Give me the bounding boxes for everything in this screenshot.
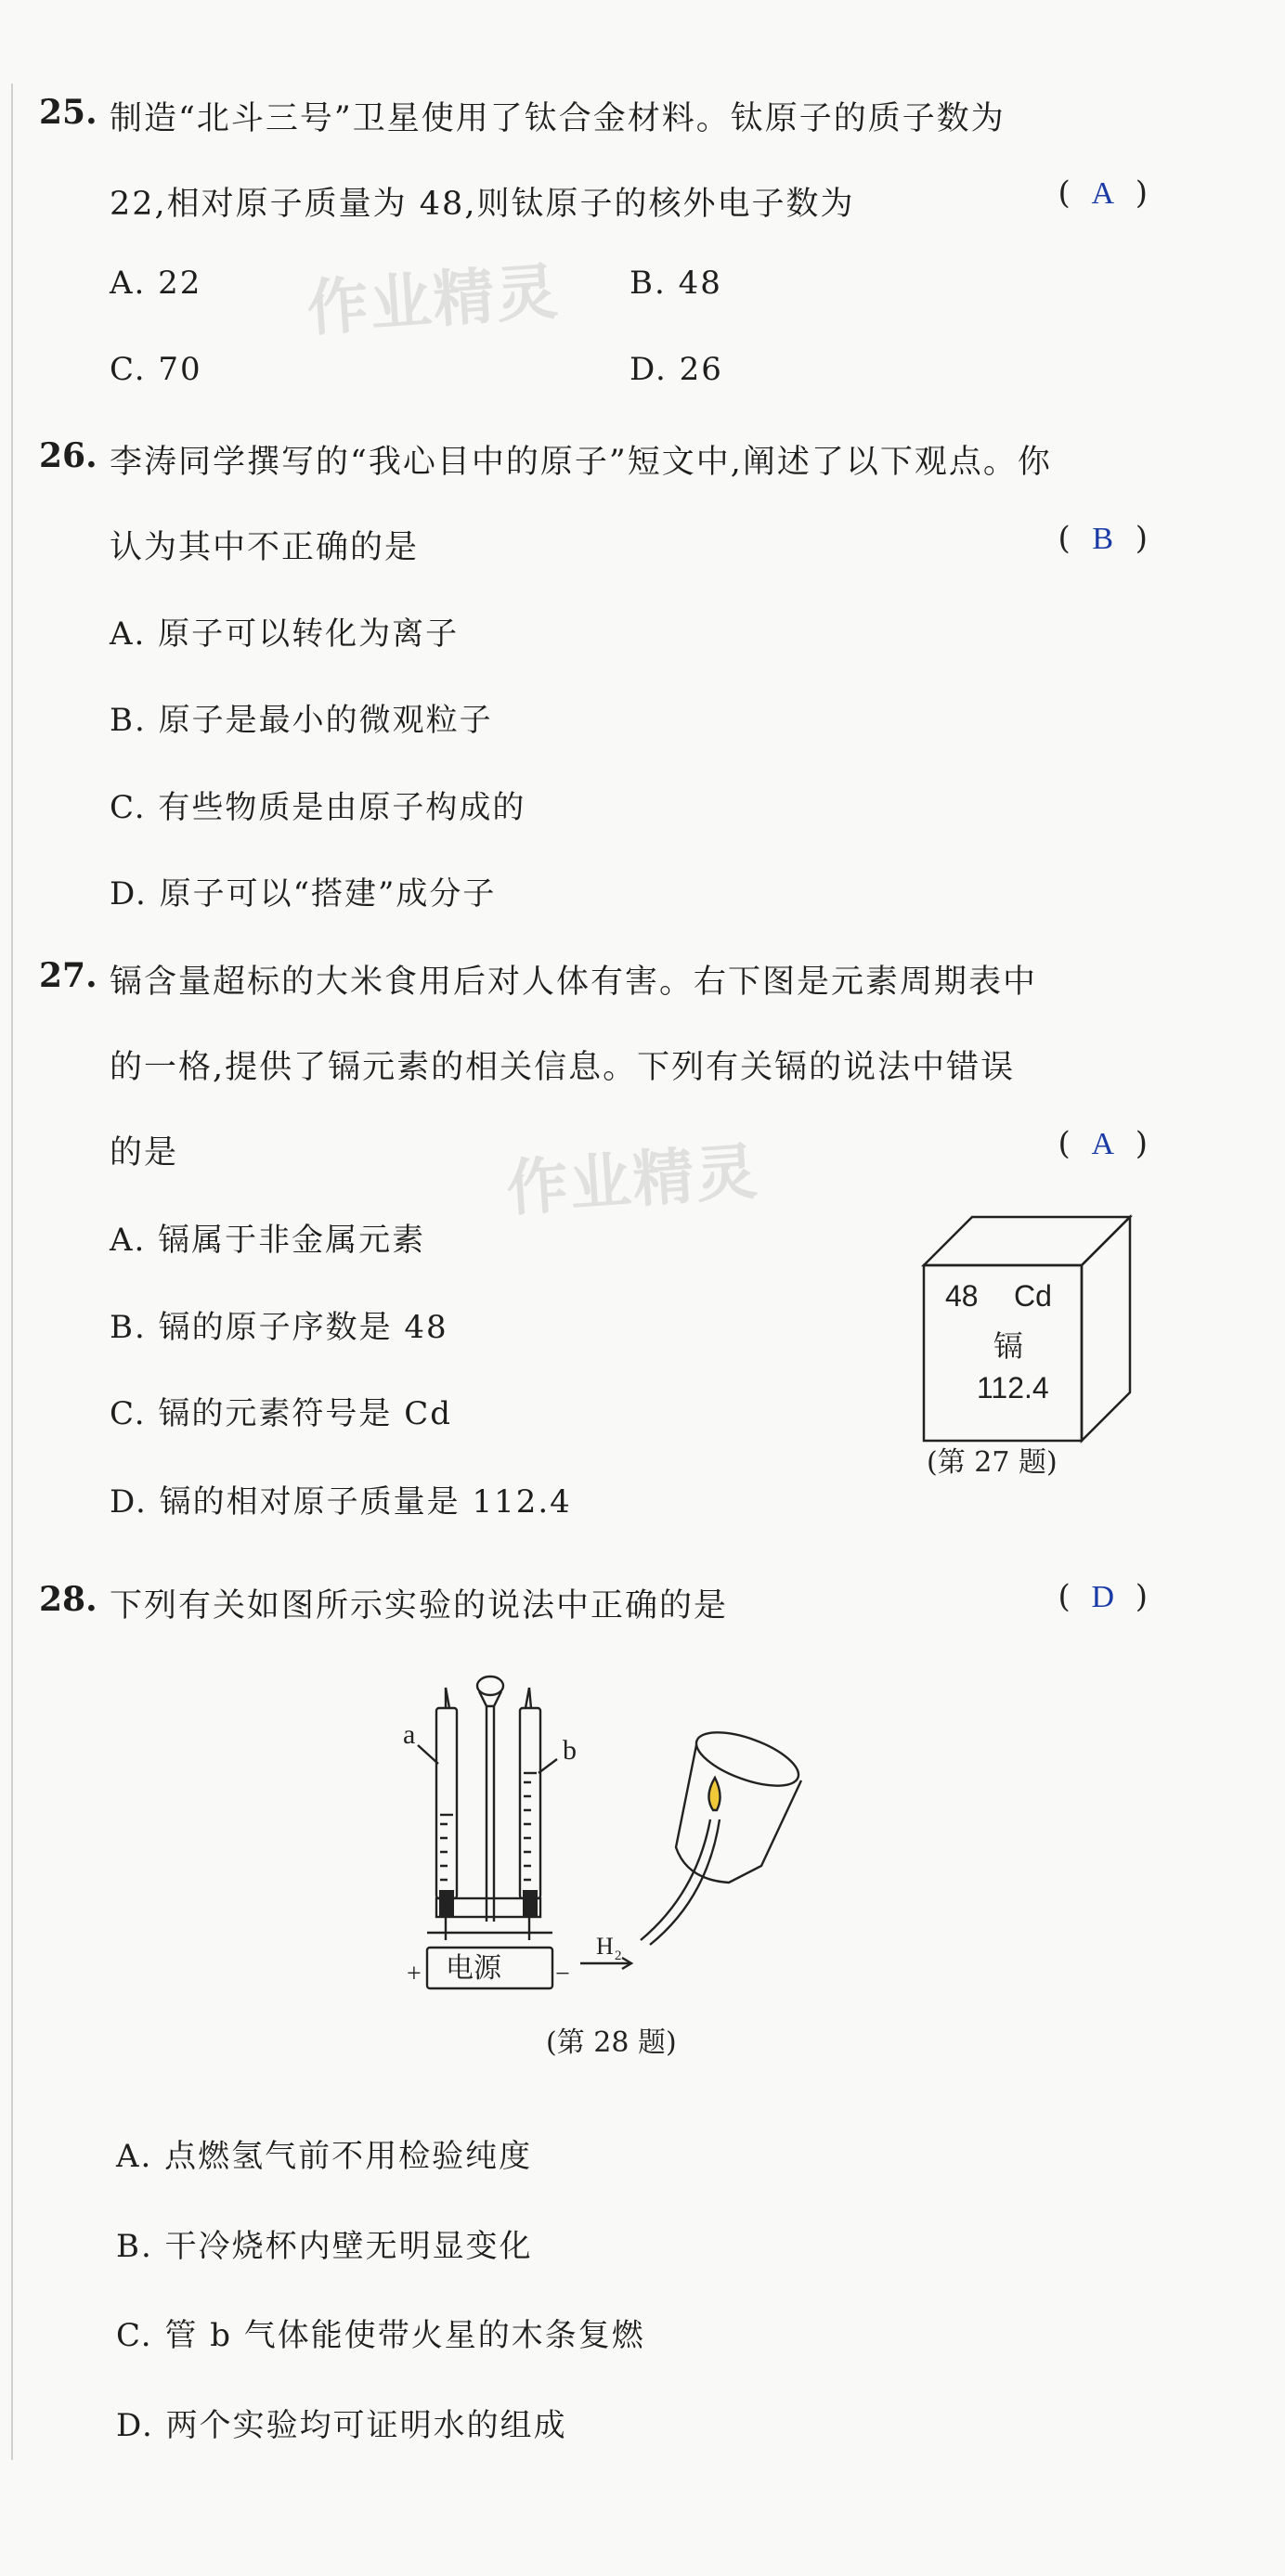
question-text-line: 镉含量超标的大米食用后对人体有害。右下图是元素周期表中 [110,964,1038,1001]
option-a: A. 点燃氢气前不用检验纯度 [116,2138,533,2175]
gas-subscript: 2 [615,1948,622,1963]
option-c: C. 管 b 气体能使带火星的木条复燃 [116,2317,645,2354]
answer: ( A ) [1058,1125,1148,1162]
question-number: 25. [39,93,97,132]
answer: ( B ) [1058,520,1148,557]
element-card-box [915,1211,1156,1451]
question-number: 28. [39,1580,97,1619]
answer-letter: A [1091,1127,1115,1161]
option-a: A. 原子可以转化为离子 [110,615,460,653]
element-symbol: Cd [1014,1279,1052,1313]
option-b: B. 镉的原子序数是 48 [110,1309,448,1346]
option-a: A. 镉属于非金属元素 [110,1222,426,1259]
question-text-line: 的一格,提供了镉元素的相关信息。下列有关镉的说法中错误 [110,1049,1016,1086]
positive-terminal: + [407,1960,422,1988]
power-supply-label: 电源 [446,1952,501,1985]
option-b: B. 干冷烧杯内壁无明显变化 [116,2228,533,2265]
option-d: D. 两个实验均可证明水的组成 [116,2407,567,2444]
answer-letter: A [1091,176,1115,211]
answer: ( D ) [1058,1578,1148,1615]
option-b: B. 48 [630,265,722,302]
option-a: A. 22 [110,265,202,302]
question-text-line: 下列有关如图所示实验的说法中正确的是 [110,1587,729,1625]
question-text-line: 制造“北斗三号”卫星使用了钛合金材料。钛原子的质子数为 [110,100,1006,137]
watermark: 作业精灵 [504,1135,761,1225]
question-number: 26. [39,436,97,475]
option-c: C. 镉的元素符号是 Cd [110,1395,453,1432]
option-b: B. 原子是最小的微观粒子 [110,702,493,739]
gas-label: H [596,1933,614,1960]
option-d: D. 26 [630,351,723,388]
question-text-line: 李涛同学撰写的“我心目中的原子”短文中,阐述了以下观点。你 [110,444,1052,481]
question-text-line: 认为其中不正确的是 [110,529,420,566]
question-text-line: 22,相对原子质量为 48,则钛原子的核外电子数为 [110,186,855,223]
answer: ( A ) [1058,175,1148,212]
question-number: 27. [39,956,97,995]
option-c: C. 70 [110,351,202,388]
answer-letter: B [1092,522,1114,556]
experiment-figure [390,1671,873,2033]
margin-line [11,84,13,2460]
element-name: 镉 [993,1329,1024,1363]
option-d: D. 镉的相对原子质量是 112.4 [110,1483,572,1521]
watermark: 作业精灵 [305,255,562,345]
tube-b-label: b [563,1735,577,1766]
figure-caption: (第 27 题) [927,1446,1058,1479]
figure-caption: (第 28 题) [546,2026,677,2059]
answer-letter: D [1091,1580,1115,1614]
option-d: D. 原子可以“搭建”成分子 [110,875,497,913]
question-text-line: 的是 [110,1134,179,1171]
element-mass: 112.4 [977,1371,1049,1405]
element-number: 48 [945,1279,979,1313]
negative-terminal: − [555,1960,570,1988]
tube-a-label: a [403,1719,416,1750]
option-c: C. 有些物质是由原子构成的 [110,789,526,826]
